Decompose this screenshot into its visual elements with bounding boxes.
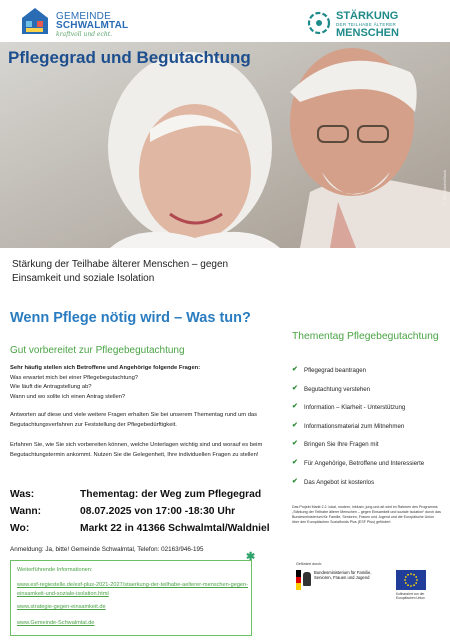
links-box xyxy=(10,560,252,636)
event-key: Was: xyxy=(10,489,35,500)
checkmark-icon: ✔ xyxy=(292,421,298,429)
list-item: ✔ Bringen Sie Ihre Fragen mit xyxy=(292,440,379,449)
event-key: Wann: xyxy=(10,506,42,517)
event-details xyxy=(10,489,300,540)
link-gemeinde[interactable]: www.Gemeinde-Schwalmtal.de xyxy=(17,620,95,626)
question-item: Wie läuft die Antragstellung ab? xyxy=(10,384,92,390)
eu-logo xyxy=(396,570,436,610)
questions-block xyxy=(10,364,280,402)
gemeinde-logo xyxy=(20,6,140,38)
eu-text: Kofinanziert von der Europäischen Union xyxy=(396,592,425,600)
links-heading: Weiterführende Informationen: xyxy=(17,567,93,573)
feature-checklist xyxy=(292,367,442,497)
gemeinde-slogan: kraftvoll und echt. xyxy=(56,31,113,38)
subtitle: Stärkung der Teilhabe älterer Menschen – gegen Einsamkeit und soziale Isolation xyxy=(12,259,229,284)
photo-copyright: © Bild: AdobeStock xyxy=(442,170,447,207)
question-item: Wann und wo sollte ich einen Antrag stellen? xyxy=(10,393,126,400)
german-flag-icon xyxy=(296,570,301,590)
elderly-couple-photo xyxy=(0,42,450,248)
eu-flag-icon xyxy=(396,570,426,590)
paragraph-answers: Antworten auf diese und viele weitere Fragen erhalten Sie bei unserem Thementag rund um das Begutachtungsverfahren zur Feststellung der Pflegebedürftigkeit. xyxy=(10,412,258,428)
asterisk-icon: ✱ xyxy=(246,551,256,563)
event-row-where xyxy=(10,523,300,540)
question-item: Was erwartet mich bei einer Pflegebegutachtung? xyxy=(10,374,139,381)
list-item: ✔ Für Angehörige, Betroffene und Interessierte xyxy=(292,458,425,467)
logo-line-2: DER TEILHABE ÄLTERER xyxy=(336,22,397,27)
funder-logos xyxy=(292,558,442,618)
checkmark-icon: ✔ xyxy=(292,384,298,392)
people-ring-icon xyxy=(306,10,332,36)
eagle-icon xyxy=(303,572,311,586)
gemeinde-name: GEMEINDE SCHWALMTAL xyxy=(56,11,129,31)
funding-note: Das Projekt Markt 2.2. lokal, modern, inklusiv, jung und alt wird im Rahmen des Programms „Stärkung der Teilhabe älterer Menschen – gegen Einsamkeit und soziale Isolation“ durch das Bundesministerium für Familie, Senioren, Frauen und Jugend und die Europäische Union über den Europäischen Sozialfonds Plus (ESF Plus) gefördert xyxy=(292,505,441,524)
checkmark-icon: ✔ xyxy=(292,440,298,448)
checkmark-icon: ✔ xyxy=(292,366,298,373)
logo-line-3: MENSCHEN xyxy=(336,27,399,39)
event-row-what xyxy=(10,489,300,506)
logo-line-1: STÄRKUNG xyxy=(336,10,399,22)
list-item: ✔ Begutachtung verstehen xyxy=(292,384,371,393)
event-key: Wo: xyxy=(10,523,30,534)
ministry-logo xyxy=(296,570,382,610)
list-item: ✔ Informationsmaterial zum Mitnehmen xyxy=(292,421,405,430)
link-esf[interactable]: www.esf-regiestelle.de/esf-plus-2021-2027/staerkung-der-teilhabe-aelterer-menschen-gegen-einsamkeit-und-soziale-isolation.html xyxy=(17,582,249,597)
registration-info: Anmeldung: Ja, bitte! Gemeinde Schwalmtal, Telefon: 02163/946-195 xyxy=(10,546,204,553)
event-row-when xyxy=(10,506,300,523)
main-title: Wenn Pflege nötig wird – Was tun? xyxy=(10,310,251,326)
list-item: ✔ Pflegegrad beantragen xyxy=(292,366,367,374)
ministry-name: Bundesministerium für Familie, Senioren, Frauen und Jugend xyxy=(314,570,372,581)
paragraph-preparation: Erfahren Sie, wie Sie sich vorbereiten können, welche Unterlagen wichtig sind und worauf es beim Begutachtungstermin ankommt. Nutzen Sie die Gelegenheit, Ihre individuellen Fragen zu stellen! xyxy=(10,442,263,458)
funded-by-label: Gefördert durch: xyxy=(296,562,323,566)
section-title: Gut vorbereitet zur Pflegebegutachtung xyxy=(10,345,185,356)
event-value: 08.07.2025 von 17:00 -18:30 Uhr xyxy=(80,506,236,517)
staerkung-logo xyxy=(306,8,436,42)
link-strategie[interactable]: www.strategie-gegen-einsamkeit.de xyxy=(17,604,106,610)
checkmark-icon: ✔ xyxy=(292,477,298,485)
list-item: ✔ Das Angebot ist kostenlos xyxy=(292,477,375,486)
checkmark-icon: ✔ xyxy=(292,458,298,466)
list-item: ✔ Information – Klarheit - Unterstützung xyxy=(292,403,406,412)
hero-title: Pflegegrad und Begutachtung xyxy=(8,48,251,67)
event-value: Markt 22 in 41366 Schwalmtal/Waldniel xyxy=(80,523,270,534)
house-logo-icon xyxy=(20,6,50,36)
questions-lead: Sehr häufig stellen sich Betroffene und Angehörige folgende Fragen: xyxy=(10,365,201,371)
sidebar-title: Thementag Pflegebegutachtung xyxy=(292,331,439,342)
checkmark-icon: ✔ xyxy=(292,403,298,411)
event-value: Thementag: der Weg zum Pflegegrad xyxy=(80,489,262,500)
hero-photo xyxy=(0,42,450,248)
